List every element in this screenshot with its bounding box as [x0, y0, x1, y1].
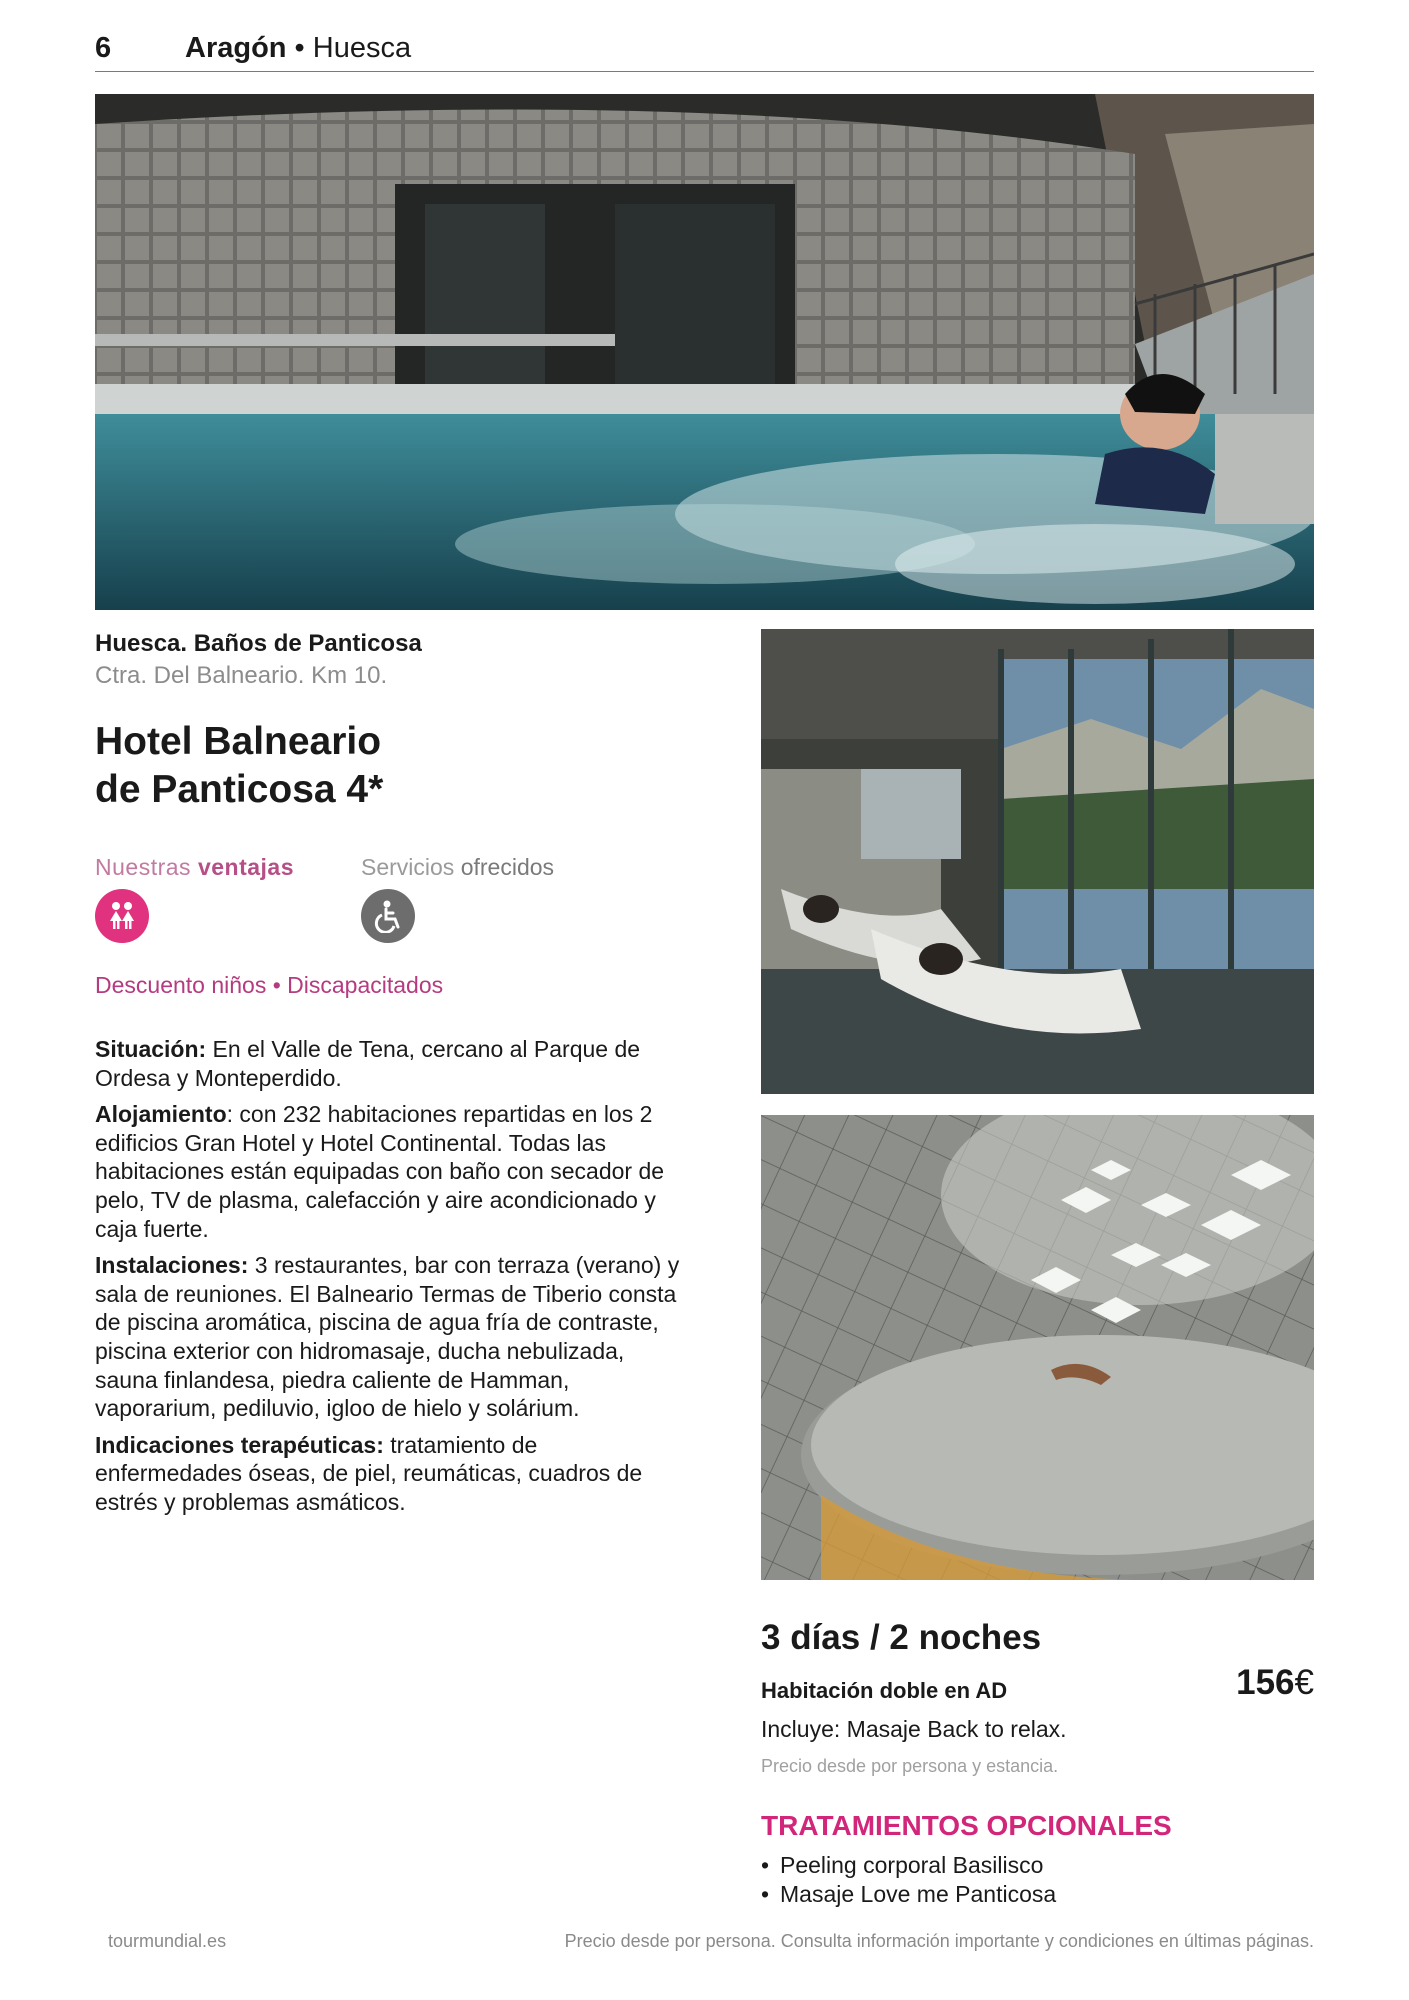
kids-icon [95, 889, 149, 943]
situacion-text: En el Valle de Tena, cercano al Parque de Ordesa y Monteperdido. [95, 1036, 641, 1091]
price-value: 156 [1236, 1663, 1295, 1702]
services-heading-strong: ofrecidos [460, 854, 555, 880]
footer-site: tourmundial.es [108, 1931, 227, 1951]
footer-disclaimer: Precio desde por persona. Consulta información importante y condiciones en últimas páginas. [564, 1931, 1314, 1951]
price-currency: € [1294, 1663, 1314, 1702]
hotel-name [95, 718, 695, 814]
hotel-address: Ctra. Del Balneario. Km 10. [95, 662, 388, 689]
advantages-list: Descuento niños • Discapacitados [95, 972, 444, 998]
offer-price [1236, 1663, 1314, 1703]
page-header-title [185, 32, 411, 65]
indicaciones-paragraph [95, 1431, 685, 1517]
offer-duration: 3 días / 2 noches [761, 1618, 1042, 1657]
page-number: 6 [95, 32, 112, 64]
hotel-name-line1: Hotel Balneario [95, 720, 382, 763]
hotel-description [95, 1035, 685, 1525]
instalaciones-text: 3 restaurantes, bar con terraza (verano) y sala de reuniones. El Balneario Termas de Tiberio consta de piscina aromática, piscina de agua fría de contraste, piscina exterior con hidromasaje, ducha nebulizada, sauna finlandesa, piedra caliente de Hamman, vaporarium, pediluvio, igloo de hielo y solárium. [95, 1252, 680, 1422]
header-divider [95, 71, 1314, 72]
services-heading-light: Servicios [361, 854, 461, 880]
alojamiento-label: Alojamiento [95, 1101, 227, 1128]
indicaciones-label: Indicaciones terapéuticas: [95, 1431, 384, 1458]
alojamiento-paragraph [95, 1100, 685, 1243]
photo-relaxation-lounge [761, 629, 1314, 1094]
treatment-item: • Peeling corporal Basilisco [761, 1851, 1056, 1880]
treatments-list [761, 1851, 1056, 1909]
advantages-heading-strong: ventajas [197, 854, 294, 880]
hotel-location: Huesca. Baños de Panticosa [95, 630, 422, 657]
advantages-heading [95, 854, 294, 881]
photo-igloo-sauna [761, 1115, 1314, 1580]
header-city: Huesca [312, 32, 412, 64]
situacion-label: Situación: [95, 1036, 207, 1062]
offer-room-type: Habitación doble en AD [761, 1678, 1008, 1703]
offer-includes: Incluye: Masaje Back to relax. [761, 1716, 1067, 1742]
header-separator: • [286, 32, 313, 64]
advantages-heading-light: Nuestras [95, 854, 198, 880]
instalaciones-paragraph [95, 1251, 685, 1423]
situacion-paragraph [95, 1035, 685, 1092]
instalaciones-label: Instalaciones: [95, 1252, 249, 1279]
services-heading [361, 854, 554, 881]
wheelchair-icon [361, 889, 415, 943]
offer-price-note: Precio desde por persona y estancia. [761, 1756, 1059, 1776]
alojamiento-text: : con 232 habitaciones repartidas en los 2 edificios Gran Hotel y Hotel Continental. Todas las habitaciones están equipadas con baño con secador de pelo, TV de plasma, calefacción y aire acondicionado y caja fuerte. [95, 1101, 665, 1242]
treatments-title: TRATAMIENTOS OPCIONALES [761, 1810, 1172, 1841]
indicaciones-text: tratamiento de enfermedades óseas, de piel, reumáticas, cuadros de estrés y problemas asmáticos. [95, 1431, 643, 1515]
header-region: Aragón [185, 32, 287, 64]
treatment-item: • Masaje Love me Panticosa [761, 1880, 1056, 1909]
hero-photo-outdoor-pool [95, 94, 1314, 610]
hotel-name-line2: de Panticosa 4* [95, 768, 384, 811]
